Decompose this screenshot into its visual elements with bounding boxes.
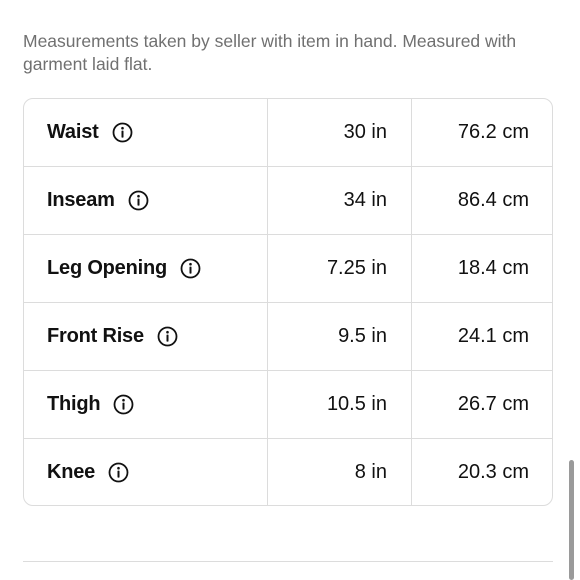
measurement-name: Thigh (47, 393, 101, 415)
info-icon[interactable] (112, 122, 133, 143)
measurement-label-cell (24, 235, 268, 302)
inches-value: 7.25 in (268, 235, 412, 302)
info-icon[interactable] (128, 190, 149, 211)
measurement-name: Knee (47, 460, 96, 483)
measurement-label-cell (24, 99, 268, 166)
table-row (24, 235, 552, 303)
inches-value: 9.5 in (268, 303, 412, 370)
info-icon[interactable] (180, 258, 201, 279)
measurement-name: Leg Opening (47, 257, 168, 279)
inches-value: 30 in (268, 99, 412, 166)
table-row (24, 99, 552, 167)
info-icon[interactable] (108, 462, 129, 483)
scrollbar-thumb[interactable] (569, 460, 574, 580)
measurement-label-cell (24, 303, 268, 370)
measurements-table (23, 98, 553, 506)
table-row (24, 303, 552, 371)
measurement-name: Waist (47, 121, 99, 143)
inches-value: 10.5 in (268, 371, 412, 438)
section-divider (23, 561, 553, 562)
cm-value: 26.7 cm (457, 393, 529, 415)
table-row (24, 167, 552, 235)
info-icon[interactable] (157, 326, 178, 347)
inches-value: 34 in (268, 167, 412, 234)
info-icon[interactable] (113, 394, 134, 415)
inches-value: 8 in (268, 439, 412, 505)
cm-value: 86.4 cm (457, 189, 529, 211)
measurement-name: Inseam (47, 189, 115, 211)
cm-value: 76.2 cm (457, 121, 529, 143)
measurement-note: Measurements taken by seller with item in hand. Measured with garment laid flat. (23, 31, 517, 74)
table-row (24, 371, 552, 439)
measurement-label-cell (24, 439, 268, 505)
cm-value: 24.1 cm (457, 325, 529, 347)
measurement-name: Front Rise (47, 325, 144, 347)
cm-value: 18.4 cm (457, 257, 529, 279)
table-row (24, 439, 552, 505)
measurement-label-cell (24, 167, 268, 234)
cm-value: 20.3 cm (457, 460, 529, 483)
measurement-label-cell (24, 371, 268, 438)
